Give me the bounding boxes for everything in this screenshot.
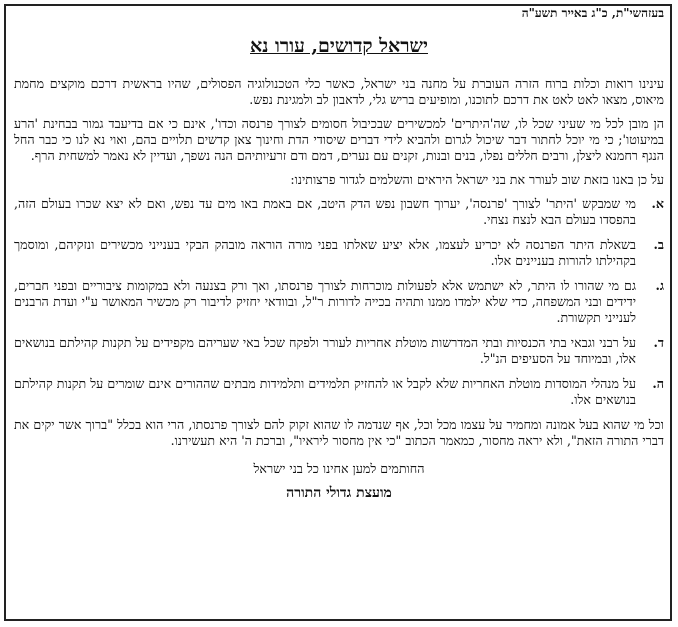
list-text: על מנהלי המוסדות מוטלת האחריות שלא לקבל או להחזיק תלמידים ותלמידות מבתים שההורים אינם שומרים על תקנות קהילתם בנושאים אלו.: [14, 376, 636, 407]
list-item: [14, 278, 664, 326]
list-item: [14, 196, 664, 228]
list-text: מי שמבקש 'היתר' לצורך 'פרנסה', יערוך חשבון נפש הדק היטב, אם באמת באו מים עד נפש, ואם לא יצא שכרו בעולם הזה, בהפסדו בעולם הבא לנצח נצחי.: [14, 196, 636, 227]
closing-paragraph: וכל מי שהוא בעל אמונה ומחמיר על עצמו מכל וכל, אף שנדמה לו שהוא זקוק להם לצורך פרנסתו, הרי הוא בכלל "ברוך אשר יקים את דברי התורה הזאת", ולא יראה מחסור, כמאמר הכתוב "כי אין מחסור ליראיו", וברכת ה' היא תעשירנו.: [14, 417, 664, 448]
list-text: בשאלת היתר הפרנסה לא יכריע לעצמו, אלא יציע שאלתו בפני מורה הוראה מובהק הבקי בענייני מכשירים ונזקיהם, ומוסמך בקהילתו להורות בעניינים אלו.: [14, 237, 636, 268]
body-paragraph: הן מובן לכל מי שעיני שכל לו, שה'היתרים' למכשירים שבכיבול חסומים לצורך פרנסה וכדו', אינם כי אם בדיעבד גמור בבחינת 'הרע במיעוטו'; כי מי יוכל לחתור דבר שיכול לגרום ולהביא לידי דברים שיסודי הדת וחינוך צאן קדשים תלויים בהם, ואוי נא לנו כי כבר החל הנגף רחמנא ליצלן, ורבים חללים נפלו, בנים ובנות, זקנים עם נערים, דמם ודם זרעיותיהם הנה נשפך, ועדיין לא נאמר למשחית הרף.: [14, 116, 664, 163]
list-marker: א.: [651, 196, 664, 211]
list-item: [14, 335, 664, 367]
points-list: [14, 196, 664, 408]
intro-paragraph: עינינו רואות וכלות ברוח הזרה העוברת על מחנה בני ישראל, כאשר כלי הטכנולוגיה הפסולים, שהיו בראשית דרכם מוקצים מחמת מיאוס, מצאו לאט לאט את דרכם לתוכנו, ומופיעים בריש גלי, לדאבון לב ולמגינת נפש.: [14, 76, 664, 107]
list-marker: ד.: [653, 335, 664, 350]
list-item: [14, 237, 664, 269]
list-item: [14, 376, 664, 408]
signature-line: החותמים למען אחינו כל בני ישראל: [253, 461, 425, 476]
list-marker: ה.: [652, 376, 664, 391]
call-paragraph: על כן באנו בזאת שוב לעורר את בני ישראל היראים והשלמים לגדור פרצותינו:: [290, 172, 664, 187]
signature-council: מועצת גדולי התורה: [286, 485, 392, 501]
list-text: על רבני וגבאי בתי הכנסיות ובתי המדרשות מוטלת אחריות לעורר ולפקח שכל באי שעריהם מקפידים על תקנות קהילתם בנושאים אלו, ובמיוחד על הסעיפים הנ"ל.: [14, 335, 636, 366]
proclamation: [14, 6, 664, 502]
list-text: גם מי שהורו לו היתר, לא ישתמש אלא לפעולות מוכרחות לצורך פרנסתו, ואך ורק בצנעה ולא במקומות ציבוריים ובפני חברים, ידידים ובני המשפחה, כדי שלא ילמדו ממנו ותהיה בכייה לדורות ר"ל, ובוודאי יחזיק לדיבור רק מכשיר המאושר ע"י ועדת הרבנים לענייני תקשורת.: [14, 278, 636, 325]
page-title: ישראל קדושים, עורו נא: [250, 35, 428, 57]
date-line: בעזהשי"ת, כ"ג באייר תשע"ה: [521, 6, 664, 20]
list-marker: ב.: [653, 237, 664, 252]
list-marker: ג.: [655, 278, 664, 293]
